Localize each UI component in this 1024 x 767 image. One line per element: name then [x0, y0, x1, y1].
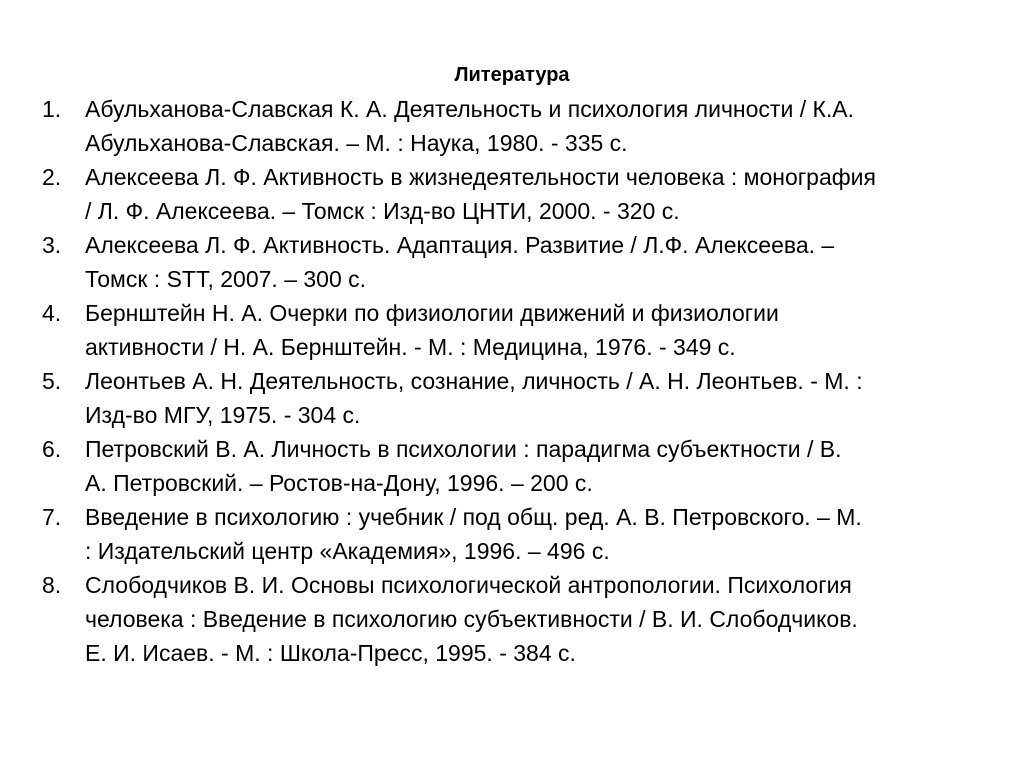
reference-item — [0, 296, 1024, 364]
reference-text-line: : Издательский центр «Академия», 1996. – 496 с. — [85, 538, 610, 564]
reference-text-line: человека : Введение в психологию субъективности / В. И. Слободчиков. — [85, 606, 858, 632]
reference-text-line: Петровский В. А. Личность в психологии : парадигма субъектности / В. — [85, 436, 842, 462]
page-title: Литература — [454, 64, 570, 86]
reference-text-line: Леонтьев А. Н. Деятельность, сознание, личность / А. Н. Леонтьев. - М. : — [85, 368, 863, 394]
reference-text-line: Алексеева Л. Ф. Активность. Адаптация. Развитие / Л.Ф. Алексеева. – — [85, 232, 835, 258]
reference-item — [0, 92, 1024, 160]
reference-text-line: Введение в психологию : учебник / под общ. ред. А. В. Петровского. – М. — [85, 504, 862, 530]
reference-text-line: А. Петровский. – Ростов-на-Дону, 1996. – 200 с. — [85, 470, 593, 496]
reference-text-line: Изд-во МГУ, 1975. - 304 с. — [85, 402, 361, 428]
reference-number: 4. — [42, 300, 62, 326]
reference-item — [0, 568, 1024, 670]
reference-text-line: Слободчиков В. И. Основы психологической антропологии. Психология — [85, 572, 852, 598]
reference-number: 7. — [42, 504, 62, 530]
reference-list — [0, 92, 1024, 670]
reference-text-line: Е. И. Исаев. - М. : Школа-Пресс, 1995. - 384 с. — [85, 640, 576, 666]
reference-text-line: Томск : STT, 2007. – 300 с. — [85, 266, 367, 292]
reference-item — [0, 364, 1024, 432]
reference-text-line: / Л. Ф. Алексеева. – Томск : Изд-во ЦНТИ, 2000. - 320 с. — [85, 198, 680, 224]
reference-text-line: Бернштейн Н. А. Очерки по физиологии движений и физиологии — [85, 300, 779, 326]
reference-item — [0, 160, 1024, 228]
reference-item — [0, 432, 1024, 500]
reference-number: 5. — [42, 368, 62, 394]
reference-number: 3. — [42, 232, 62, 258]
reference-text-line: активности / Н. А. Бернштейн. - М. : Медицина, 1976. - 349 с. — [85, 334, 736, 360]
reference-number: 8. — [42, 572, 62, 598]
reference-number: 1. — [42, 96, 62, 122]
reference-text-line: Абульханова-Славская К. А. Деятельность и психология личности / К.А. — [85, 96, 854, 122]
reference-number: 6. — [42, 436, 62, 462]
reference-item — [0, 228, 1024, 296]
reference-text-line: Алексеева Л. Ф. Активность в жизнедеятельности человека : монография — [85, 164, 876, 190]
reference-item — [0, 500, 1024, 568]
reference-number: 2. — [42, 164, 62, 190]
reference-text-line: Абульханова-Славская. – М. : Наука, 1980. - 335 с. — [85, 130, 628, 156]
